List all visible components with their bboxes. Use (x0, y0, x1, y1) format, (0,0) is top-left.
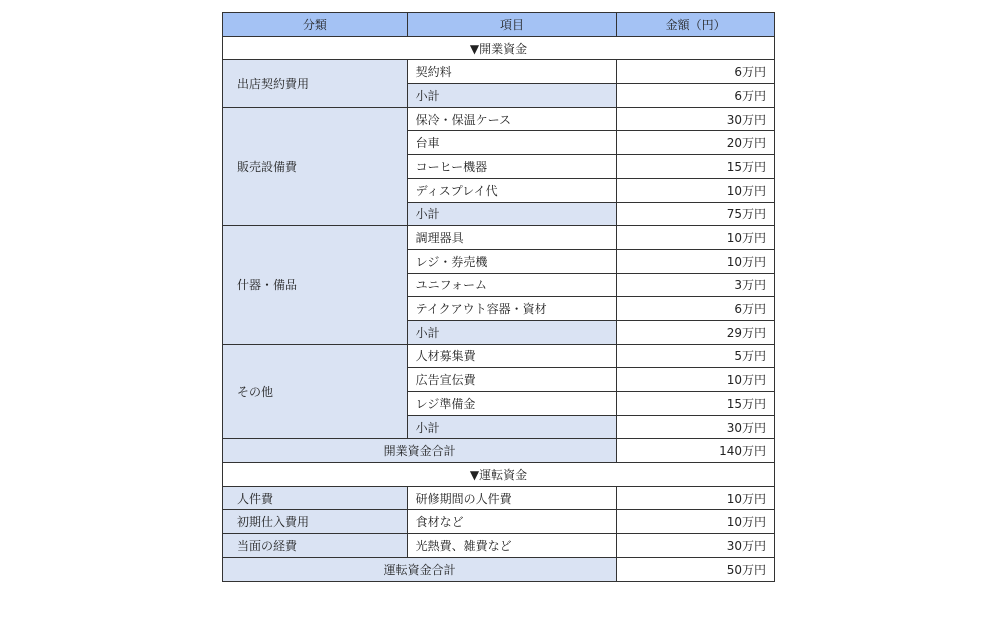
amount-cell: 10万円 (617, 226, 775, 250)
item-cell: レジ準備金 (407, 392, 617, 416)
category-cell: 人件費 (223, 486, 408, 510)
subtotal-label: 小計 (407, 84, 617, 108)
amount-cell: 75万円 (617, 202, 775, 226)
amount-cell: 30万円 (617, 415, 775, 439)
total-label: 開業資金合計 (223, 439, 617, 463)
amount-cell: 29万円 (617, 320, 775, 344)
amount-cell: 10万円 (617, 249, 775, 273)
amount-cell: 20万円 (617, 131, 775, 155)
amount-cell: 6万円 (617, 84, 775, 108)
amount-cell: 6万円 (617, 297, 775, 321)
item-cell: コーヒー機器 (407, 155, 617, 179)
table-body (223, 36, 775, 581)
funding-table (222, 12, 775, 582)
header-category: 分類 (223, 13, 408, 37)
item-cell: 光熱費、雑費など (407, 534, 617, 558)
item-cell: テイクアウト容器・資材 (407, 297, 617, 321)
category-cell: 当面の経費 (223, 534, 408, 558)
category-cell: 出店契約費用 (223, 60, 408, 107)
item-cell: 研修期間の人件費 (407, 486, 617, 510)
table-row (223, 486, 775, 510)
total-row (223, 439, 775, 463)
category-cell: 初期仕入費用 (223, 510, 408, 534)
amount-cell: 15万円 (617, 392, 775, 416)
amount-cell: 5万円 (617, 344, 775, 368)
subtotal-label: 小計 (407, 320, 617, 344)
total-row (223, 557, 775, 581)
category-cell: その他 (223, 344, 408, 439)
table-row (223, 510, 775, 534)
subtotal-label: 小計 (407, 202, 617, 226)
amount-cell: 10万円 (617, 368, 775, 392)
subtotal-label: 小計 (407, 415, 617, 439)
table-row (223, 107, 775, 131)
table-row (223, 344, 775, 368)
table-row (223, 534, 775, 558)
table-row (223, 226, 775, 250)
total-amount: 140万円 (617, 439, 775, 463)
header-row (223, 13, 775, 37)
amount-cell: 10万円 (617, 486, 775, 510)
amount-cell: 10万円 (617, 510, 775, 534)
total-amount: 50万円 (617, 557, 775, 581)
total-label: 運転資金合計 (223, 557, 617, 581)
item-cell: 保冷・保温ケース (407, 107, 617, 131)
table-row (223, 60, 775, 84)
section-title: ▼運転資金 (223, 463, 775, 487)
section-title: ▼開業資金 (223, 36, 775, 60)
header-amount: 金額（円） (617, 13, 775, 37)
amount-cell: 15万円 (617, 155, 775, 179)
amount-cell: 10万円 (617, 178, 775, 202)
amount-cell: 3万円 (617, 273, 775, 297)
section-row (223, 36, 775, 60)
item-cell: ユニフォーム (407, 273, 617, 297)
item-cell: レジ・券売機 (407, 249, 617, 273)
item-cell: 契約料 (407, 60, 617, 84)
item-cell: 人材募集費 (407, 344, 617, 368)
category-cell: 什器・備品 (223, 226, 408, 344)
amount-cell: 30万円 (617, 534, 775, 558)
category-cell: 販売設備費 (223, 107, 408, 225)
header-item: 項目 (407, 13, 617, 37)
item-cell: 広告宣伝費 (407, 368, 617, 392)
section-row (223, 463, 775, 487)
item-cell: 台車 (407, 131, 617, 155)
amount-cell: 30万円 (617, 107, 775, 131)
item-cell: ディスプレイ代 (407, 178, 617, 202)
item-cell: 食材など (407, 510, 617, 534)
amount-cell: 6万円 (617, 60, 775, 84)
item-cell: 調理器具 (407, 226, 617, 250)
